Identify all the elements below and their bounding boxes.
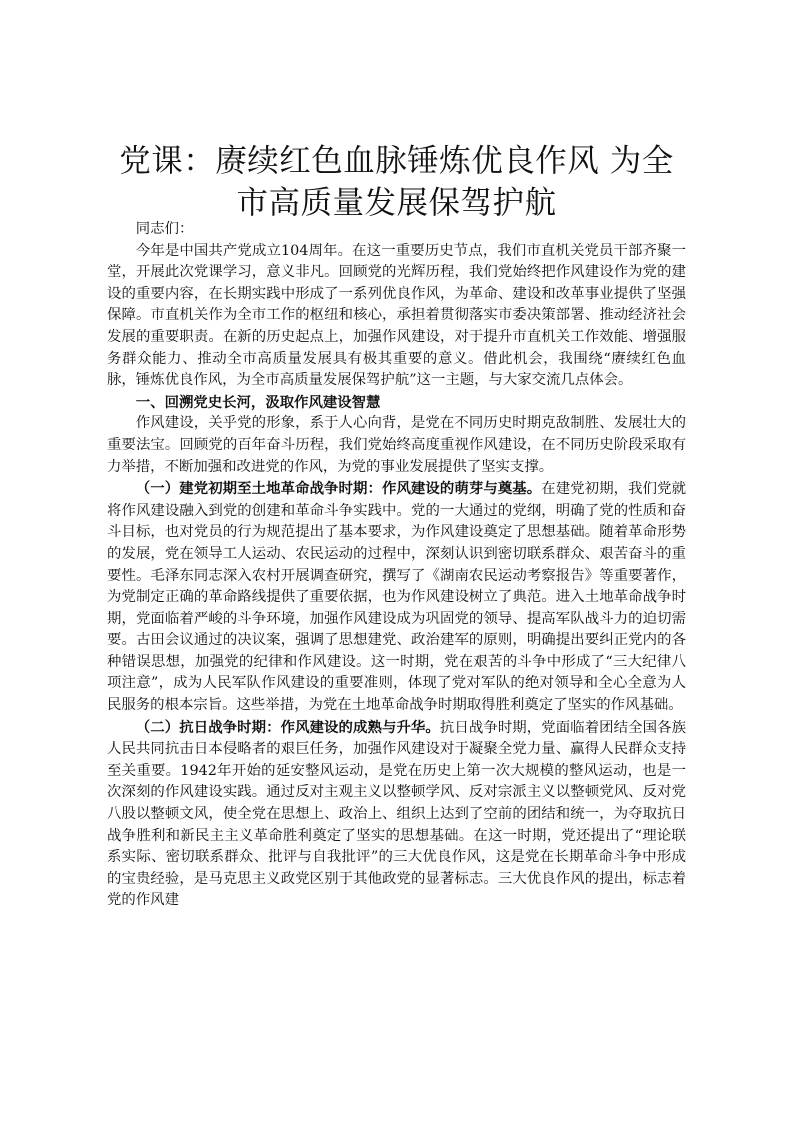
intro-paragraph: 今年是中国共产党成立104周年。在这一重要历史节点，我们市直机关党员干部齐聚一堂，开展此次党课学习，意义非凡。回顾党的光辉历程，我们党始终把作风建设作为党的建设的重要内容，在长期实践中形成了一系列优良作风，为革命、建设和改革事业提供了坚强保障。市直机关作为全市工作的枢纽和核心，承担着贯彻落实市委决策部署、推动经济社会发展的重要职责。在新的历史起点上，加强作风建设，对于提升市直机关工作效能、增强服务群众能力、推动全市高质量发展具有极其重要的意义。借此机会，我围绕“赓续红色血脉，锤炼优良作风，为全市高质量发展保驾护航”这一主题，与大家交流几点体会。	[107, 242, 686, 389]
section-intro-paragraph: 作风建设，关乎党的形象，系于人心向背，是党在不同历史时期克敌制胜、发展壮大的重要法宝。回顾党的百年奋斗历程，我们党始终高度重视作风建设，在不同历史阶段采取有力举措，不断加强和改进党的作风，为党的事业发展提供了坚实支撑。	[107, 415, 686, 475]
greeting: 同志们：	[135, 221, 194, 237]
subsection-paragraph-1	[107, 478, 686, 717]
document-body	[107, 219, 686, 912]
subsection-paragraph-2	[107, 717, 686, 912]
subsection-heading-1: （一）建党初期至土地革命战争时期：作风建设的萌芽与奠基。	[135, 480, 542, 498]
subsection-heading-2: （二）抗日战争时期：作风建设的成熟与升华。	[135, 718, 440, 736]
section-heading: 一、回溯党史长河，汲取作风建设智慧	[135, 393, 381, 411]
subsection-text-1: 在建党初期，我们党就将作风建设融入到党的创建和革命斗争实践中。党的一大通过的党纲，明确了党的性质和奋斗目标，也对党员的行为规范提出了基本要求，为作风建设奠定了思想基础。随着革命形势的发展，党在领导工人运动、农民运动的过程中，深刻认识到密切联系群众、艰苦奋斗的重要性。毛泽东同志深入农村开展调查研究，撰写了《湖南农民运动考察报告》等重要著作，为党制定正确的革命路线提供了重要依据，也为作风建设树立了典范。进入土地革命战争时期，党面临着严峻的斗争环境，加强作风建设成为巩固党的领导、提高军队战斗力的迫切需要。古田会议通过的决议案，强调了思想建党、政治建军的原则，明确提出要纠正党内的各种错误思想，加强党的纪律和作风建设。这一时期，党在艰苦的斗争中形成了“三大纪律八项注意”，成为人民军队作风建设的重要准则，体现了党对军队的绝对领导和全心全意为人民服务的根本宗旨。这些举措，为党在土地革命战争时期取得胜利奠定了坚实的作风基础。	[107, 481, 686, 714]
subsection-text-2: 抗日战争时期，党面临着团结全国各族人民共同抗击日本侵略者的艰巨任务，加强作风建设对于凝聚全党力量、赢得人民群众支持至关重要。1942年开始的延安整风运动，是党在历史上第一次大规模的整风运动，也是一次深刻的作风建设实践。通过反对主观主义以整顿学风、反对宗派主义以整顿党风、反对党八股以整顿文风，使全党在思想上、政治上、组织上达到了空前的团结和统一，为夺取抗日战争胜利和新民主主义革命胜利奠定了坚实的思想基础。在这一时期，党还提出了“理论联系实际、密切联系群众、批评与自我批评”的三大优良作风，这是党在长期革命斗争中形成的宝贵经验，是马克思主义政党区别于其他政党的显著标志。三大优良作风的提出，标志着党的作风建	[107, 719, 686, 909]
document-title: 党课：赓续红色血脉锤炼优良作风 为全市高质量发展保驾护航	[119, 143, 674, 221]
